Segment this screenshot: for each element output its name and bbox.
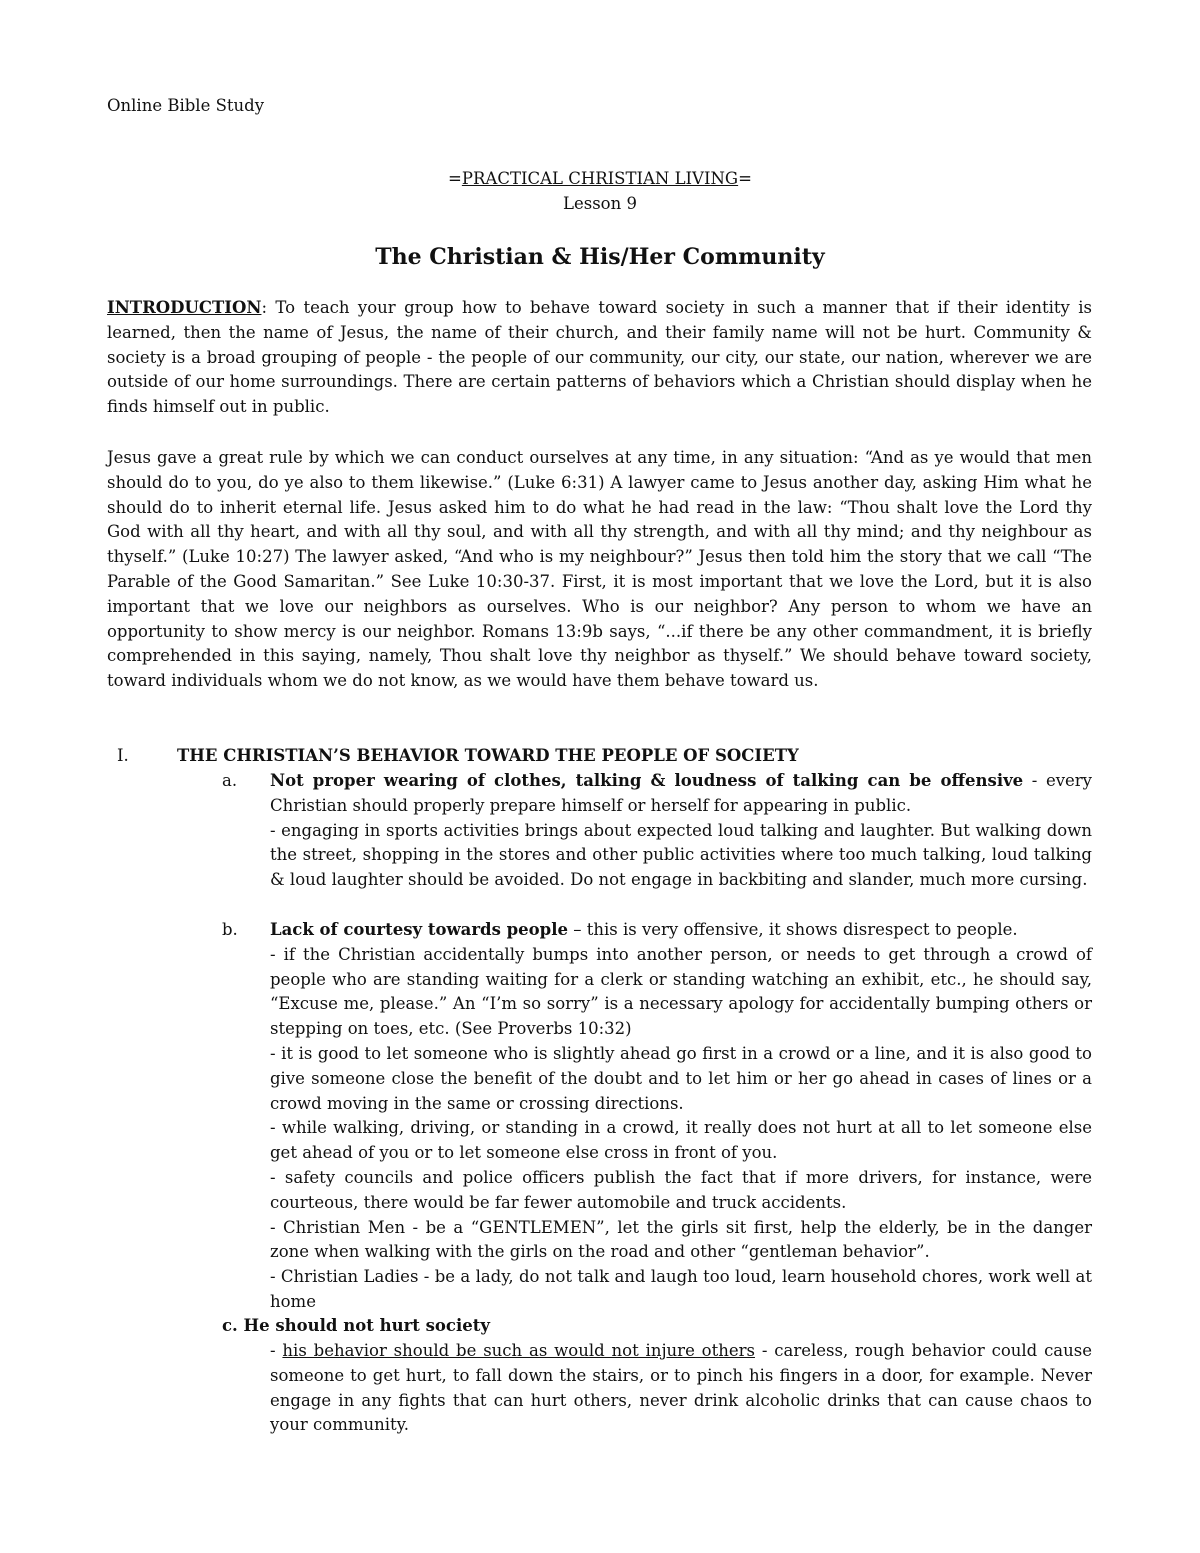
item-b-sub: - Christian Ladies - be a lady, do not talk and laugh too loud, learn household chores, work well at home <box>270 1267 1092 1311</box>
item-c-rest: - careless, rough behavior could cause someone to get hurt, to fall down the stairs, or to pinch his fingers in a door, for example. Never engage in any fights that can hurt others, never drink alcoholic drinks that can cause chaos to your community. <box>270 1341 1093 1435</box>
item-c-body <box>270 1339 1092 1438</box>
item-c-heading: c. He should not hurt society <box>222 1316 490 1335</box>
item-b-sub: - Christian Men - be a “GENTLEMEN”, let the girls sit first, help the elderly, be in the danger zone when walking with the girls on the road and other “gentleman behavior”. <box>270 1217 1092 1262</box>
item-a-marker: a. <box>222 771 238 790</box>
item-a-rest: - every Christian should properly prepare himself or herself for appearing in public. <box>270 771 1093 815</box>
item-a-lead <box>270 769 1092 819</box>
item-a-bold: Not proper wearing of clothes, talking & loudness of talking can be offensive <box>270 771 1024 790</box>
item-b-sub: - while walking, driving, or standing in a crowd, it really does not hurt at all to let someone else get ahead of you or to let someone else cross in front of you. <box>270 1118 1092 1163</box>
introduction-label: INTRODUCTION <box>107 298 262 317</box>
item-c-dash: - <box>270 1341 283 1360</box>
body-paragraph: Jesus gave a great rule by which we can conduct ourselves at any time, in any situation: “And as ye would that men should do to you, do ye also to them likewise.” (Luke 6:31) A lawyer came to Jesus another day, asking Him what he should do to inherit eternal life. Jesus asked him to do what he had read in the law: “Thou shalt love the Lord thy God with all thy heart, and with all thy soul, and with all thy strength, and with all thy mind; and thy neighbour as thyself.” (Luke 10:27) The lawyer asked, “And who is my neighbour?” Jesus then told him the story that we call “The Parable of the Good Samaritan.” See Luke 10:30-37. First, it is most important that we love the Lord, but it is also important that we love our neighbors as ourselves. Who is our neighbor? Any person to whom we have an opportunity to show mercy is our neighbor. Romans 13:9b says, “...if there be any other commandment, it is briefly comprehended in this saying, namely, Thou shalt love thy neighbor as thyself.” We should behave toward society, toward individuals whom we do not know, as we would have them behave toward us. <box>107 448 1092 691</box>
series-suffix: = <box>738 169 752 188</box>
section-heading-text: THE CHRISTIAN’S BEHAVIOR TOWARD THE PEOPLE OF SOCIETY <box>177 746 799 765</box>
introduction-text: To teach your group how to behave toward society in such a manner that if their identity is learned, then the name of Jesus, the name of their church, and their family name will not be hurt. Community & society is a broad grouping of people - the people of our community, our city, our state, our nation, wherever we are outside of our home surroundings. There are certain patterns of behaviors which a Christian should display when he finds himself out in public. <box>107 298 1092 417</box>
introduction-colon: : <box>261 298 268 317</box>
site-header: Online Bible Study <box>107 96 265 115</box>
item-b-marker: b. <box>222 920 238 939</box>
item-b-rest: – this is very offensive, it shows disrespect to people. <box>567 920 1018 939</box>
introduction-paragraph <box>107 296 1092 420</box>
item-b-bold: Lack of courtesy towards people <box>270 920 568 939</box>
lesson-number: Lesson 9 <box>563 194 637 213</box>
item-b-body <box>270 918 1092 1315</box>
lesson-title: The Christian & His/Her Community <box>375 244 825 270</box>
item-b-sub: - safety councils and police officers publish the fact that if more drivers, for instance, were courteous, there would be far fewer automobile and truck accidents. <box>270 1167 1092 1212</box>
item-c-underlined: his behavior should be such as would not injure others <box>282 1341 755 1360</box>
series-title <box>0 167 1200 191</box>
series-prefix: = <box>448 169 462 188</box>
item-b-sub: - if the Christian accidentally bumps into another person, or needs to get through a crowd of people who are standing waiting for a clerk or standing watching an exhibit, etc., he should say, “Excuse me, please.” An “I’m so sorry” is a necessary apology for accidentally bumping others or stepping on toes, etc. (See Proverbs 10:32) <box>270 944 1092 1039</box>
item-b-sub: - it is good to let someone who is slightly ahead go first in a crowd or a line, and it is also good to give someone close the benefit of the doubt and to let him or her go ahead in cases of lines or a crowd moving in the same or crossing directions. <box>270 1043 1092 1113</box>
item-a-body <box>270 769 1092 893</box>
series-title-text: PRACTICAL CHRISTIAN LIVING <box>461 169 739 188</box>
section-number: I. <box>117 746 129 765</box>
item-a-sub: - engaging in sports activities brings about expected loud talking and laughter. But walking down the street, shopping in the stores and other public activities where too much talking, loud talking & loud laughter should be avoided. Do not engage in backbiting and slander, much more cursing. <box>270 820 1092 890</box>
item-b-lead <box>270 918 1092 943</box>
